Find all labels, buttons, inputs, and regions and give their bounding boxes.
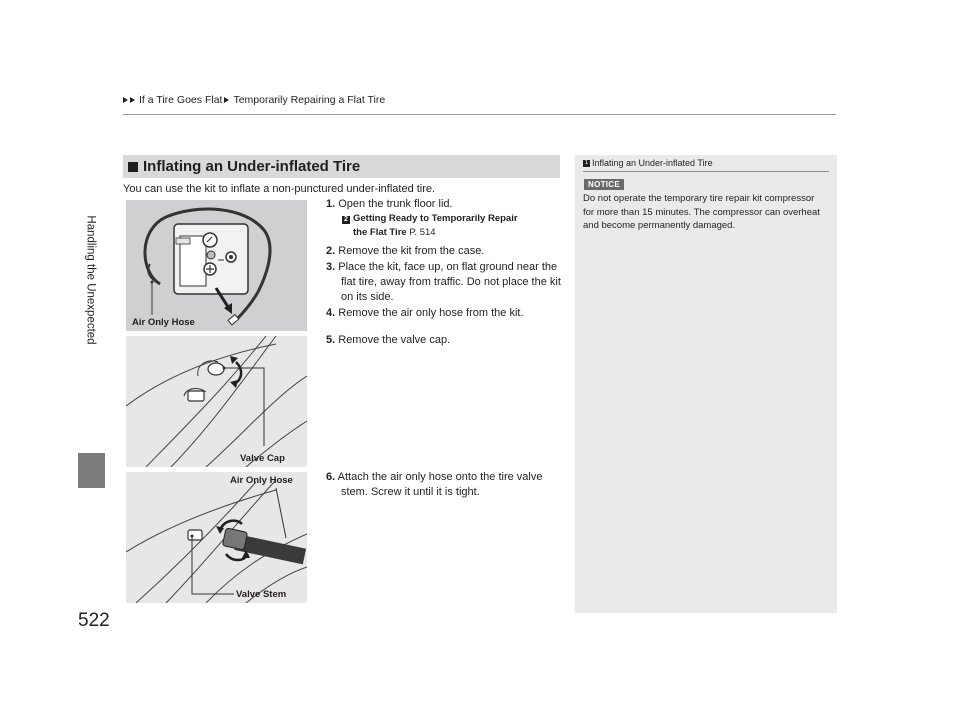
reference-title-line1: Getting Ready to Temporarily Repair [353, 213, 518, 224]
figure-label-air-only-hose-2: Air Only Hose [230, 475, 293, 486]
figure-repair-kit [126, 200, 307, 331]
step-number: 5. [326, 334, 336, 346]
breadcrumb [123, 94, 386, 106]
section-square-icon [128, 162, 138, 172]
figure-valve-stem [126, 472, 307, 603]
sidebar-note [575, 155, 837, 613]
step-text: Attach the air only hose onto the tire valve stem. Screw it until it is tight. [337, 471, 543, 498]
reference-title-line2: the Flat Tire [353, 227, 407, 238]
step-3 [326, 260, 561, 305]
breadcrumb-parent[interactable]: If a Tire Goes Flat [139, 94, 223, 106]
step-number: 3. [326, 261, 336, 273]
valve-cap-illustration [126, 336, 307, 467]
notice-badge: NOTICE [584, 179, 624, 190]
figure-valve-cap [126, 336, 307, 467]
step-text: Place the kit, face up, on flat ground near the flat tire, away from traffic. Do not place the kit on its side. [338, 261, 561, 303]
reference-page: P. 514 [409, 227, 436, 238]
step-text: Remove the kit from the case. [338, 245, 485, 257]
breadcrumb-arrow-icon [224, 97, 229, 103]
step-text: Open the trunk floor lid. [338, 198, 453, 210]
step-text: Remove the air only hose from the kit. [338, 307, 524, 319]
section-title: Inflating an Under-inflated Tire [143, 158, 361, 175]
side-tab-label: Handling the Unexpected [85, 215, 97, 345]
notice-text: Do not operate the temporary tire repair kit compressor for more than 15 minutes. The compressor can overheat and become permanently damaged. [583, 193, 820, 231]
step-1 [326, 197, 561, 212]
page-number: 522 [78, 610, 110, 631]
sidebar-rule [583, 171, 829, 172]
step-5 [326, 333, 561, 348]
reference-icon: 2 [342, 216, 350, 224]
step-number: 1. [326, 198, 336, 210]
figure-label-valve-cap: Valve Cap [240, 453, 285, 464]
step-number: 2. [326, 245, 336, 257]
breadcrumb-arrow-icon [130, 97, 135, 103]
valve-stem-illustration [126, 472, 307, 603]
step-6 [326, 470, 561, 500]
step-number: 4. [326, 307, 336, 319]
sidebar-title-text: Inflating an Under-inflated Tire [592, 158, 713, 168]
figure-label-air-only-hose: Air Only Hose [132, 317, 195, 328]
breadcrumb-arrow-icon [123, 97, 128, 103]
figure-label-valve-stem: Valve Stem [236, 589, 287, 600]
header-rule [123, 114, 836, 115]
step-2 [326, 244, 561, 259]
sidebar-title [583, 158, 713, 168]
step-text: Remove the valve cap. [338, 334, 451, 346]
section-heading [123, 155, 560, 178]
side-tab-block [78, 453, 105, 488]
side-tab [83, 110, 99, 450]
cross-reference[interactable] [342, 212, 518, 240]
step-number: 6. [326, 471, 336, 483]
repair-kit-illustration [126, 200, 307, 331]
step-4 [326, 306, 561, 321]
sidebar-ref-icon: 1 [584, 159, 589, 166]
breadcrumb-current[interactable]: Temporarily Repairing a Flat Tire [233, 94, 386, 106]
intro-text: You can use the kit to inflate a non-punctured under-inflated tire. [123, 183, 436, 195]
